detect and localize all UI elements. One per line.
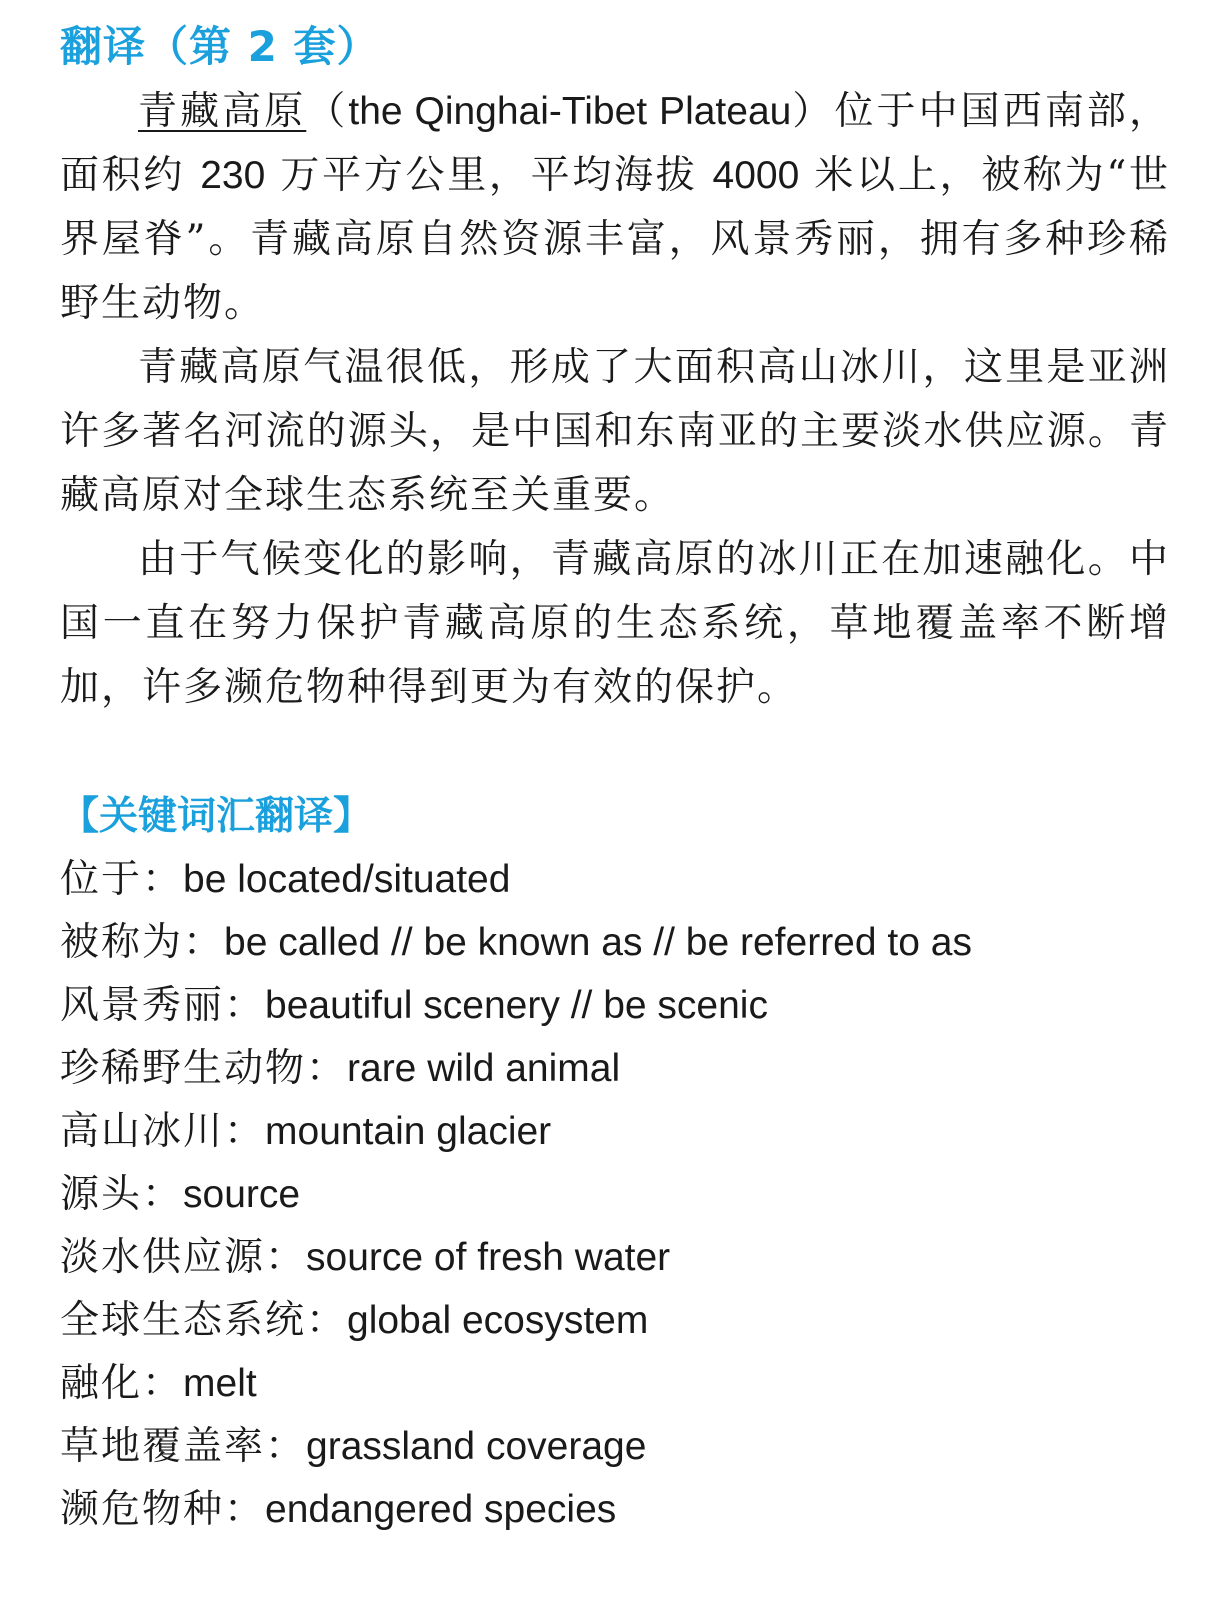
vocab-zh: 全球生态系统： xyxy=(60,1298,348,1343)
paragraph-1-text-c: 米以上，被称为“世界屋脊”。青藏高原自然资源丰富，风景秀丽，拥有多种珍稀野生动物。 xyxy=(60,153,1170,326)
vocab-zh: 草地覆盖率： xyxy=(60,1424,307,1469)
vocab-heading: 【关键词汇翻译】 xyxy=(60,794,373,839)
vocab-item xyxy=(60,1100,1170,1163)
vocab-en: be called // be known as // be referred to as xyxy=(224,921,972,964)
paren-open: （ xyxy=(306,89,349,134)
paren-close: ） xyxy=(791,89,835,134)
vocab-zh: 珍稀野生动物： xyxy=(60,1046,348,1091)
vocab-zh: 源头： xyxy=(60,1172,184,1217)
vocab-item xyxy=(60,1289,1170,1352)
page-title: 翻译（第 2 套） xyxy=(60,22,380,71)
paragraph-3: 由于气候变化的影响，青藏高原的冰川正在加速融化。中国一直在努力保护青藏高原的生态系统，草地覆盖率不断增加，许多濒危物种得到更为有效的保护。 xyxy=(60,537,1170,710)
term-qinghai-tibet-plateau: 青藏高原 xyxy=(138,89,307,134)
vocab-item xyxy=(60,1352,1170,1415)
vocab-list xyxy=(60,848,1170,1541)
vocab-en: source xyxy=(183,1173,301,1216)
altitude-number: 4000 xyxy=(712,154,800,197)
vocab-zh: 淡水供应源： xyxy=(60,1235,307,1280)
vocab-zh: 融化： xyxy=(60,1361,184,1406)
paragraph-1-text-a: 位于中国西南部，面积约 xyxy=(60,89,1170,198)
vocab-en: melt xyxy=(183,1362,257,1405)
vocab-zh: 被称为： xyxy=(60,920,225,965)
paragraph-1 xyxy=(60,80,1170,336)
vocab-en: global ecosystem xyxy=(347,1299,649,1342)
vocab-item xyxy=(60,1415,1170,1478)
vocab-item xyxy=(60,1226,1170,1289)
paragraph-2: 青藏高原气温很低，形成了大面积高山冰川，这里是亚洲许多著名河流的源头，是中国和东南亚的主要淡水供应源。青藏高原对全球生态系统至关重要。 xyxy=(60,345,1170,518)
vocab-en: source of fresh water xyxy=(306,1236,671,1279)
vocab-zh: 高山冰川： xyxy=(60,1109,266,1154)
latin-name: the Qinghai-Tibet Plateau xyxy=(348,90,792,133)
vocab-zh: 风景秀丽： xyxy=(60,983,266,1028)
vocab-en: beautiful scenery // be scenic xyxy=(265,984,768,1027)
area-number: 230 xyxy=(200,154,266,197)
vocab-item xyxy=(60,911,1170,974)
vocab-zh: 位于： xyxy=(60,857,184,902)
paragraph-1-text-b: 万平方公里，平均海拔 xyxy=(265,153,713,198)
document-page xyxy=(60,18,1170,1541)
vocab-en: mountain glacier xyxy=(265,1110,552,1153)
vocab-en: be located/situated xyxy=(183,858,511,901)
vocab-en: grassland coverage xyxy=(306,1425,647,1468)
vocab-zh: 濒危物种： xyxy=(60,1487,266,1532)
vocab-item xyxy=(60,1037,1170,1100)
vocab-item xyxy=(60,974,1170,1037)
vocab-item xyxy=(60,1478,1170,1541)
vocab-en: endangered species xyxy=(265,1488,617,1531)
vocab-en: rare wild animal xyxy=(347,1047,621,1090)
vocab-item xyxy=(60,1163,1170,1226)
vocab-item xyxy=(60,848,1170,911)
